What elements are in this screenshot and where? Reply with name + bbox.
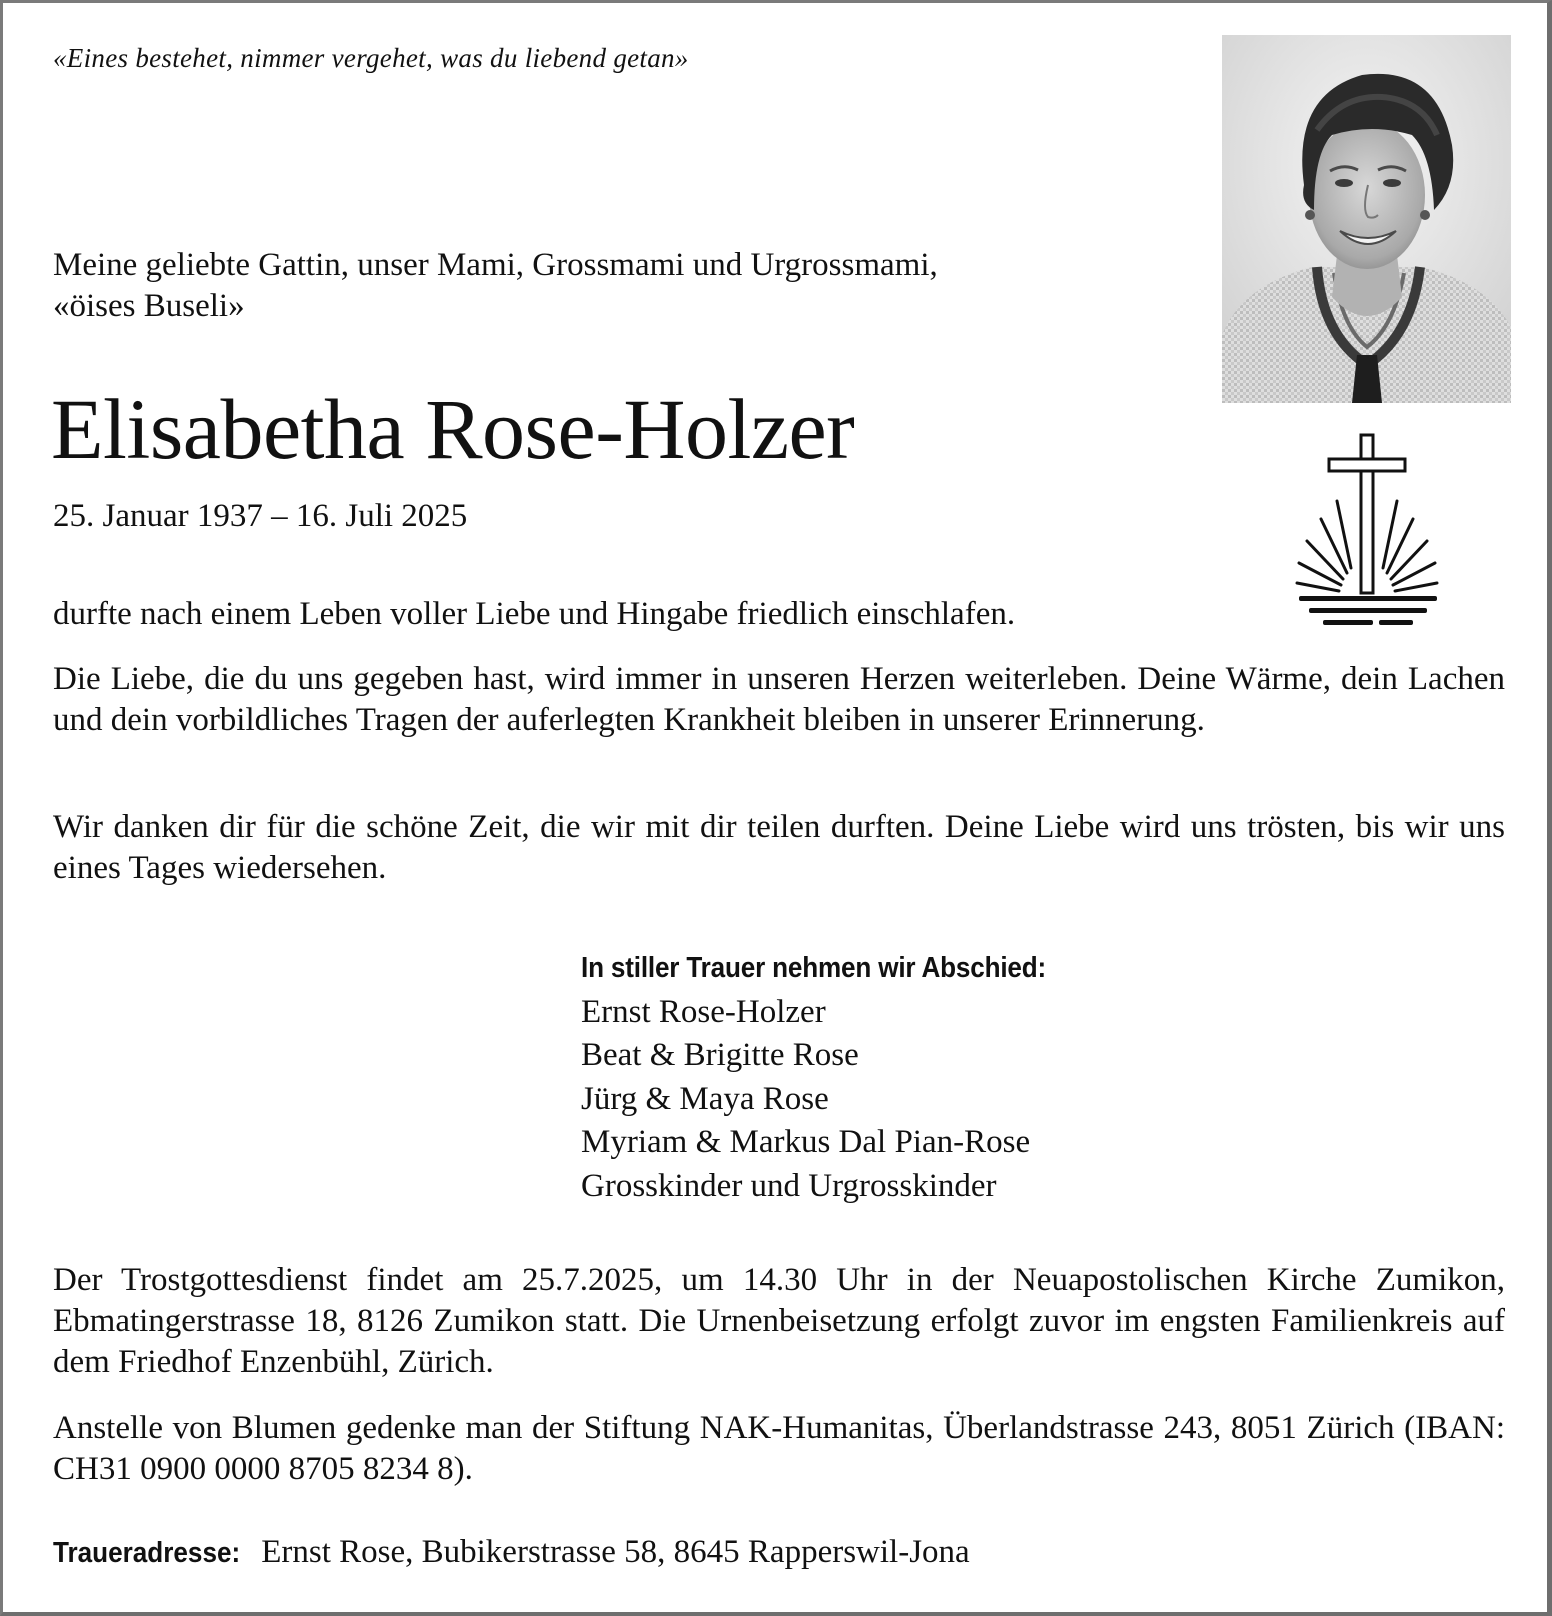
new-apostolic-cross-icon [1293, 433, 1443, 633]
paragraph-thanks: Wir danken dir für die schöne Zeit, die wir mit dir teilen durften. Deine Liebe wird uns trösten, bis wir uns eines Tages wiedersehen. [53, 809, 1505, 886]
intro-line-1: Meine geliebte Gattin, unser Mami, Grossmami und Urgrossmami, [53, 247, 938, 283]
address-value: Ernst Rose, Bubikerstrasse 58, 8645 Rapperswil-Jona [261, 1534, 970, 1570]
donation-info: Anstelle von Blumen gedenke man der Stiftung NAK-Humanitas, Überlandstrasse 243, 8051 Zürich (IBAN: CH31 0900 0000 8705 8234 8). [53, 1410, 1505, 1487]
motto-quote: «Eines bestehet, nimmer vergehet, was du liebend getan» [53, 43, 689, 73]
deceased-name: Elisabetha Rose-Holzer [51, 381, 855, 477]
cross-emblem [1293, 433, 1443, 633]
intro-text [53, 245, 938, 327]
mourners-heading: In stiller Trauer nehmen wir Abschied: [581, 952, 1047, 984]
service-info: Der Trostgottesdienst findet am 25.7.2025, um 14.30 Uhr in der Neuapostolischen Kirche Zumikon, Ebmatingerstrasse 18, 8126 Zumikon statt. Die Urnenbeisetzung erfolgt zuvor im engsten Familienkreis auf dem Friedhof Enzenbühl, Zürich. [53, 1262, 1505, 1380]
paragraph-love: Die Liebe, die du uns gegeben hast, wird immer in unseren Herzen weiterleben. Deine Wärme, dein Lachen und dein vorbildliches Tragen der auferlegten Krankheit bleiben in unserer Erinnerung. [53, 661, 1505, 738]
mourner-name: Beat & Brigitte Rose [581, 1037, 859, 1073]
mourner-name: Jürg & Maya Rose [581, 1080, 829, 1117]
portrait-photo-icon [1222, 35, 1511, 403]
portrait-photo [1222, 35, 1511, 403]
mourner-name: Myriam & Markus Dal Pian-Rose [581, 1124, 1031, 1160]
mourner-name: Ernst Rose-Holzer [581, 993, 826, 1030]
paragraph-passing: durfte nach einem Leben voller Liebe und Hingabe friedlich einschlafen. [53, 596, 1016, 632]
address-label: Traueradresse: [53, 1537, 241, 1569]
intro-line-2: «öises Buseli» [53, 288, 245, 324]
mourning-address [53, 1534, 970, 1571]
mourner-name: Grosskinder und Urgrosskinder [581, 1167, 997, 1204]
life-dates: 25. Januar 1937 – 16. Juli 2025 [53, 498, 468, 534]
mourners-block [581, 947, 1098, 1208]
